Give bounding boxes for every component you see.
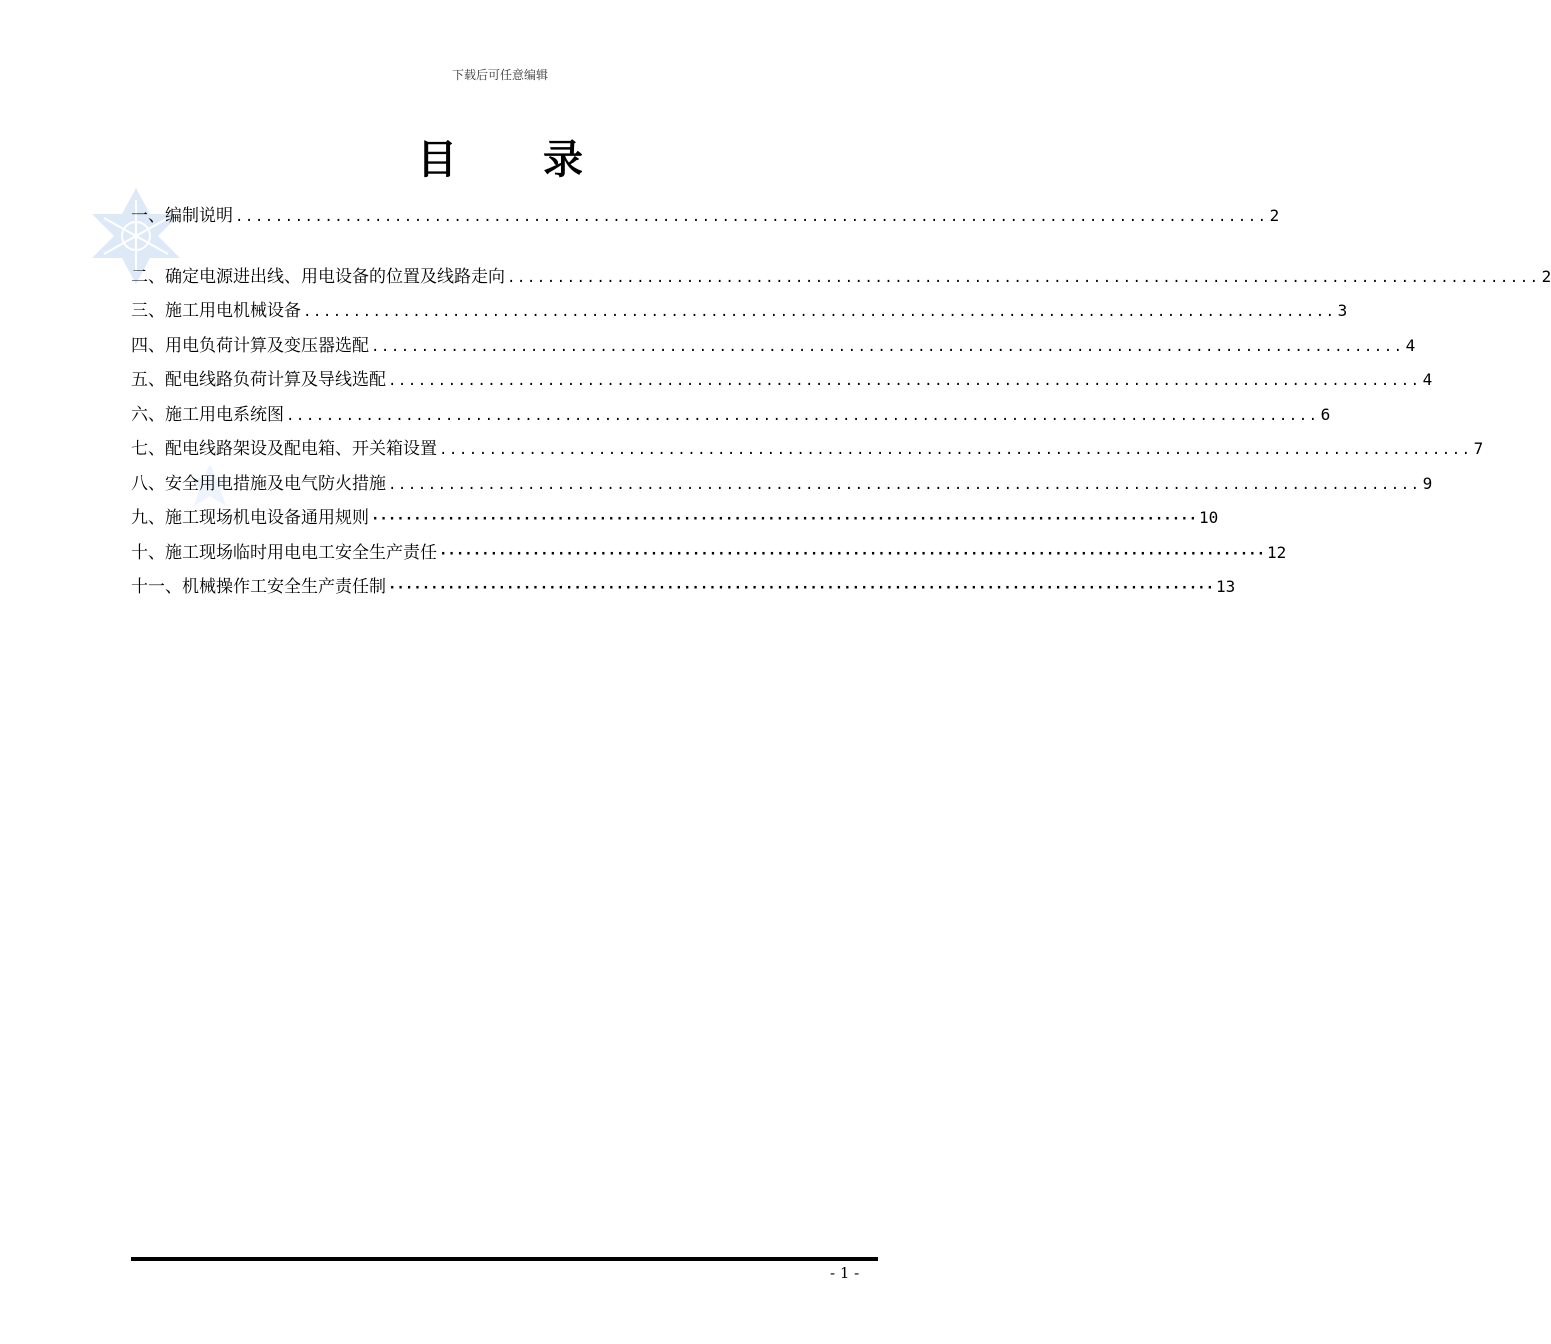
toc-item[interactable] [131,436,1484,462]
toc-item-page: 7 [1473,439,1484,458]
header-note: 下载后可任意编辑 [451,68,548,82]
toc-item-label: 三、施工用电机械设备 [131,301,301,321]
title-char-1: 目 [417,137,457,183]
toc-leader: ........................................................................................................ [371,339,1404,355]
toc-item-label: 七、配电线路架设及配电箱、开关箱设置 [131,439,437,459]
page-title [0,128,1000,185]
toc-item[interactable] [131,574,1236,600]
toc-item-label: 十一、机械操作工安全生产责任制 [131,577,386,597]
toc-item[interactable] [131,298,1348,324]
toc-item-label: 九、施工现场机电设备通用规则 [131,508,369,528]
toc-leader: ........................................................................................................ [235,209,1268,225]
toc-item[interactable] [131,402,1331,428]
toc-item-page: 3 [1337,301,1348,320]
toc-item-label: 五、配电线路负荷计算及导线选配 [131,370,386,390]
toc-item[interactable] [131,203,1280,229]
toc-item-label: 二、确定电源进出线、用电设备的位置及线路走向 [131,267,505,287]
toc-item-label: 一、编制说明 [131,206,233,226]
toc-item[interactable] [131,367,1433,393]
toc-item-page: 6 [1320,405,1331,424]
toc-item-label: 六、施工用电系统图 [131,405,284,425]
toc-leader: ........................................................................................................ [507,270,1540,286]
toc-item-page: 9 [1422,474,1433,493]
toc-leader: ........................................................................................................ [286,408,1319,424]
title-char-2: 录 [543,137,583,183]
toc-leader: ........................................................................................................ [388,477,1421,493]
toc-item[interactable] [131,505,1219,531]
toc-leader: ........................................................................................................ [303,304,1336,320]
toc-item-page: 4 [1422,370,1433,389]
toc-item-label: 四、用电负荷计算及变压器选配 [131,336,369,356]
toc-leader: ·································································································· [371,511,1198,527]
toc-item[interactable] [131,264,1551,290]
toc-item-page: 13 [1216,577,1236,596]
toc-item-label: 八、安全用电措施及电气防火措施 [131,474,386,494]
toc-item-page: 10 [1199,508,1219,527]
toc-item-page: 12 [1267,543,1287,562]
toc-item-page: 2 [1269,206,1280,225]
toc-item[interactable] [131,333,1416,359]
toc-item-page: 4 [1405,336,1416,355]
toc-leader: ·································································································· [388,580,1215,596]
toc-item-page: 2 [1541,267,1551,286]
toc-leader: ·································································································· [439,546,1266,562]
toc-item[interactable] [131,540,1287,566]
toc-leader: ........................................................................................................ [388,373,1421,389]
toc-leader: ........................................................................................................ [439,442,1472,458]
toc-item[interactable] [131,471,1433,497]
footer-page-number: - 1 - [830,1264,860,1282]
footer-rule [131,1257,878,1261]
toc-item-label: 十、施工现场临时用电电工安全生产责任 [131,543,437,563]
